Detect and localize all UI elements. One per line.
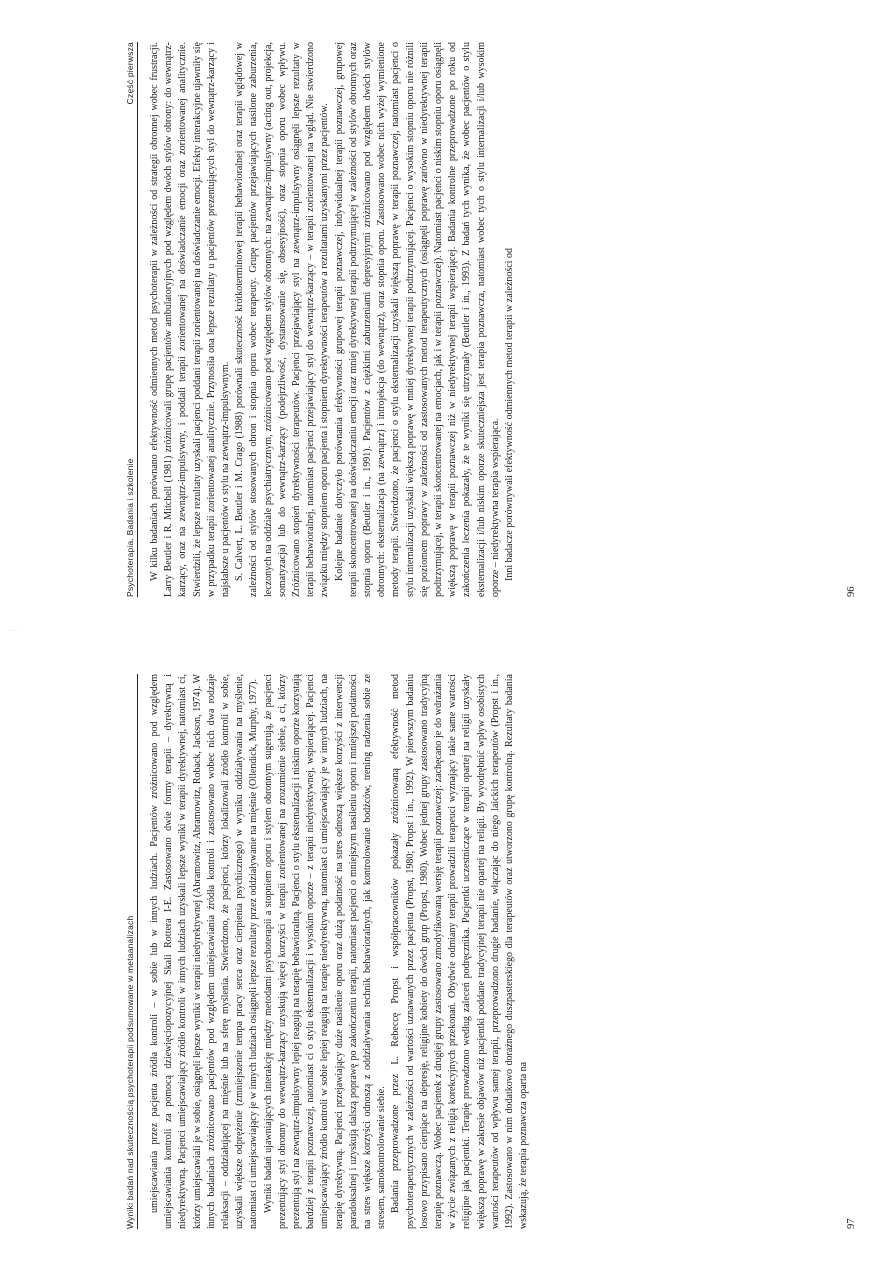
paragraph: Inni badacze porównywali efektywność odmiennych metod terapii w zależności od	[504, 248, 516, 581]
left-page	[0, 0, 893, 631]
scan-smudge: · · ·	[10, 628, 20, 635]
paragraph: Kolejne badanie dotyczyło porównania efektywności grupowej terapii poznawczej, indywidualnej terapii poznawczej, grupowej terapii skoncentrowanej na doświadczaniu emocji oraz mniej dyrektywnej terapii podtrzymującej w zależności od stylów obronnych oraz stopnia oporu (Beutler i in., 1991). Pacjentów z ciężkimi zaburzeniami depresyjnymi zróżnicowano pod względem dwóch stylów obronnych: eksternalizacja (na zewnątrz) i introjekcja (do wewnątrz), oraz stopnia oporu. Zastosowano wobec nich wyżej wymienione metody terapii. Stwierdzono, że pacjenci o stylu eksternalizacji uzyskali większą poprawę w terapii poznawczej, natomiast pacjenci o stylu internalizacji uzyskali większą poprawę w mniej dyrektywnej terapii podtrzymującej. Pacjenci o wysokim stopniu oporu nie różnili się poziomem poprawy w zależności od zastosowanych metod terapeutycznych (osiągnęli poprawę zarówno w niedyrektywnej terapii podtrzymującej, w terapii skoncentrowanej na emocjach, jak i w terapii poznawczej). Natomiast pacjenci o niskim stopniu oporu osiągnęli większą poprawę w terapii poznawczej niż w niedyrektywnej terapii wspierającej. Badania kontrolne przeprowadzone po roku od zakończenia leczenia pokazały, że te wyniki się utrzymały (Beutler i in., 1993). Z badań tych wynika, że wobec pacjentów o stylu eksternalizacji i/lub niskim oporze skuteczniejsza jest terapia poznawcza, natomiast wobec tych o stylu internalizacji i/lub wysokim oporze – niedyrektywna terapia wspierająca.	[333, 42, 501, 597]
page-number: 96	[846, 586, 857, 597]
paragraph: Badania przeprowadzone przez L. Rebeccę Propst i współpracowników pokazały zróżnicowaną efektywność metod psychoterapeutycznych w zależności od wartości uznawanych przez pacjenta (Propst, 1980; Propst i in., 1992). W pierwszym badaniu losowo przypisano cierpiące na depresję, religijne kobiety do dwóch grup (Propst, 1980). Wobec jednej grupy zastosowano tradycyjną terapię poznawczą. Wobec pacjentek z drugiej grupy zastosowano zmodyfikowaną wersję terapii poznawczej: zachęcano je do wdrażania w życie związanych z religią korekcyjnych przekonań. Obydwie odmiany terapii prowadzili terapeuci wyznający takie same wartości religijne jak pacjentki. Terapię prowadzono według zaleceń podręcznika. Pacjentki uczestniczące w terapii opartej na religii uzyskały większą poprawę w zakresie objawów niż pacjentki poddane tradycyjnej terapii nie opartej na religii. By wyodrębnić wpływ osobistych wartości terapeutów od wpływu samej terapii, przeprowadzono drugie badanie, włączając do niego laickich terapeutów (Propst i in., 1992). Zastosowano w nim dodatkowo doraźnego duszpasterskiego dla terapeutów oraz utworzono grupę kontrolną. Rezultaty badania wskazują, że terapia poznawcza oparta na	[390, 674, 530, 1229]
running-header	[125, 42, 138, 597]
right-page	[0, 632, 893, 1263]
page-number: 97	[846, 1218, 857, 1229]
paragraph: Wyniki badań ujawniających interakcję między metodami psychoterapii a stopniem oporu i stylem obronnym sugerują, że pacjenci prezentujący styl obronny do wewnątrz-karzący uzyskują więcej korzyści w terapii zorientowanej na zrozumienie siebie, a ci, którzy prezentują styl na zewnątrz-impulsywny lepiej reagują na terapię behawioralną. Pacjenci o stylu eksternalizacji i niskim oporze korzystają bardziej z terapii poznawczej, natomiast ci o stylu eksternalizacji i wysokim oporze – z terapii niedyrektywnej, wspierającej. Pacjenci umiejscawiający źródło kontroli w sobie lepiej reagują na terapię niedyrektywną, natomiast ci umiejscawiający je w innych ludziach, na terapię dyrektywną. Pacjenci przejawiający duże nasilenie oporu oraz dużą podatność na stres odnoszą większe korzyści z interwencji paradoksalnej i uzyskują dalszą poprawę po zakończeniu terapii, natomiast pacjenci o mniejszym nasileniu oporu i mniejszej podatności na stres większe korzyści odnoszą z oddziaływania technik behawioralnych, jak kontrolowanie bodźców, trening radzenia sobie ze stresem, samokontrolowanie siebie.	[262, 674, 388, 1229]
body-text	[148, 674, 723, 1229]
paragraph: W kilku badaniach porównano efektywność odmiennych metod psychoterapii w zależności od strategii obronnej wobec frustracji. Larry Beutler i R. Mitchell (1981) zróżnicowali grupę pacjentów ambulatoryjnych pod względem dwóch stylów obrony: do wewnątrz-karzący, oraz na zewnątrz-impulsywny, i poddali terapii zorientowanej na doświadczanie emocji oraz zorientowanej analitycznie. Stwierdzili, że lepsze rezultaty uzyskali pacjenci poddani terapii zorientowanej na doświadczanie emocji. Efekty interakcyjne ujawniły się w przypadku terapii zorientowanej analitycznie. Przynosiła ona lepsze rezultaty u pacjentów prezentujących styl do wewnątrz-karzący i najsłabsze u pacjentów o stylu na zewnątrz-impulsywnym.	[149, 42, 232, 597]
body-text	[148, 42, 723, 597]
header-part-title: Część pierwsza	[125, 42, 135, 105]
paragraph: S. Calvert, L. Beutler i M. Crago (1988) porównali skuteczność krótkoterminowej terapii behawioralnej oraz terapii wglądowej w zależności od stylów stosowanych obron i stopnia oporu wobec terapeuty. Grupę pacjentów przejawiających nasilone zaburzenia, leczonych na oddziale psychiatrycznym, zróżnicowano pod względem stylów obronnych: na zewnątrz-impulsywny (acting out, projekcja, somatyzacja) lub do wewnątrz-karzący (podejrzliwość, dystansowanie się, obsesyjność), oraz stopnia oporu wobec wpływu. Zróżnicowano stopień dyrektywności terapeutów. Pacjenci przejawiający styl na zewnątrz-impulsywny osiągnęli lepsze rezultaty w terapii behawioralnej, natomiast pacjenci przejawiający styl do wewnątrz-karzący – w terapii zorientowanej na wgląd. Nie stwierdzono związku między stopniem oporu pacjenta i stopniem dyrektywności terapeutów a rezultatami uzyskanymi przez pacjentów.	[234, 42, 331, 597]
running-header	[125, 674, 138, 1229]
paragraph: umiejscawiania przez pacjenta źródła kontroli – w sobie lub w innych ludziach. Pacjentów zróżnicowano pod względem umiejscawiania kontroli za pomocą dziewięciopozycyjnej Skali Rottera I-E. Zastosowano dwie formy terapii – dyrektywną i niedyrektywną. Pacjenci umiejscawiający źródło kontroli w innych ludziach uzyskali lepsze wyniki w terapii dyrektywnej, natomiast ci, którzy umiejscawiali je w sobie, osiągnęli lepsze wyniki w terapii niedyrektywnej (Abramowitz, Abramowitz, Roback, Jackson, 1974). W innych badaniach zróżnicowano pacjentów pod względem umiejscawiania źródła kontroli i zastosowano wobec nich dwa rodzaje relaksacji – oddziałującej na mięśnie lub na sferę myślenia. Stwierdzono, że pacjenci, którzy lokalizowali źródło kontroli w sobie, uzyskali większe odprężenie (zmniejszenie tempa pracy serca oraz cierpienia psychicznego) w wyniku oddziaływania na myślenie, natomiast ci umiejscawiający je w innych ludziach osiągnęli lepsze rezultaty przez oddziaływanie na mięśnie (Ollendick, Murphy, 1977).	[149, 674, 260, 1229]
header-book-title: Psychoterapia. Badania i szkolenie	[125, 458, 135, 597]
header-chapter-title: Wyniki badań nad skutecznością psychoterapii podsumowane w metaanalizach	[125, 915, 135, 1229]
